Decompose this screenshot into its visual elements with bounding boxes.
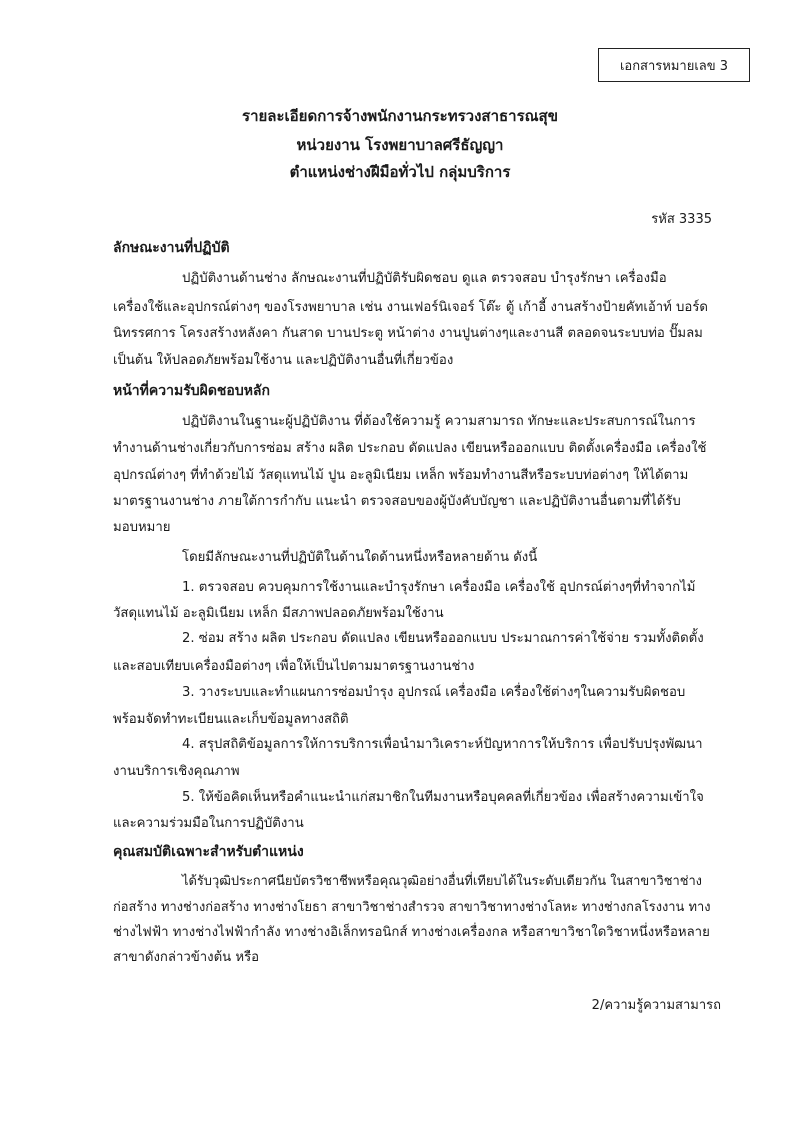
list-item-3-line-1: 3. วางระบบและทำแผนการซ่อมบำรุง อุปกรณ์ เครื่องมือ เครื่องใช้ต่างๆในความรับผิดชอบ bbox=[182, 685, 686, 700]
list-item-2-line-1: 2. ซ่อม สร้าง ผลิต ประกอบ ดัดแปลง เขียนหรือออกแบบ ประมาณการค่าใช้จ่าย รวมทั้งติดตั้ง bbox=[182, 631, 704, 646]
document-number-box: เอกสารหมายเลข 3 bbox=[598, 48, 750, 82]
section-heading-qualifications: คุณสมบัติเฉพาะสำหรับตำแหน่ง bbox=[113, 844, 304, 860]
paragraph-line: เครื่องใช้และอุปกรณ์ต่างๆ ของโรงพยาบาล เช่น งานเฟอร์นิเจอร์ โต๊ะ ตู้ เก้าอี้ งานสร้างป้ายคัทเอ้าท์ บอร์ด bbox=[113, 300, 708, 315]
paragraph-line: เป็นต้น ให้ปลอดภัยพร้อมใช้งาน และปฏิบัติงานอื่นที่เกี่ยวข้อง bbox=[113, 353, 454, 368]
paragraph-line: ทำงานด้านช่างเกี่ยวกับการซ่อม สร้าง ผลิต ประกอบ ดัดแปลง เขียนหรือออกแบบ ติดตั้งเครื่องมือ เครื่องใช้ bbox=[113, 441, 707, 456]
paragraph-line: ปฏิบัติงานในฐานะผู้ปฏิบัติงาน ที่ต้องใช้ความรู้ ความสามารถ ทักษะและประสบการณ์ในการ bbox=[182, 414, 696, 429]
paragraph-line: มาตรฐานงานช่าง ภายใต้การกำกับ แนะนำ ตรวจสอบของผู้บังคับบัญชา และปฏิบัติงานอื่นตามที่ได้รับ bbox=[113, 494, 681, 509]
paragraph-line: ได้รับวุฒิประกาศนียบัตรวิชาชีพหรือคุณวุฒิอย่างอื่นที่เทียบได้ในระดับเดียวกัน ในสาขาวิชาช่าง bbox=[182, 874, 702, 889]
list-item-4-line-2: งานบริการเชิงคุณภาพ bbox=[113, 764, 240, 779]
paragraph-line: มอบหมาย bbox=[113, 520, 171, 535]
continuation-note: 2/ความรู้ความสามารถ bbox=[591, 998, 721, 1013]
list-item-1-line-1: 1. ตรวจสอบ ควบคุมการใช้งานและบำรุงรักษา เครื่องมือ เครื่องใช้ อุปกรณ์ต่างๆที่ทำจากไม้ bbox=[182, 580, 696, 595]
section-heading-responsibilities: หน้าที่ความรับผิดชอบหลัก bbox=[113, 383, 270, 399]
list-item-5-line-2: และความร่วมมือในการปฏิบัติงาน bbox=[113, 816, 304, 831]
position-code: รหัส 3335 bbox=[651, 212, 712, 227]
paragraph-line: ปฏิบัติงานด้านช่าง ลักษณะงานที่ปฏิบัติรับผิดชอบ ดูแล ตรวจสอบ บำรุงรักษา เครื่องมือ bbox=[182, 271, 667, 286]
title-line-1: รายละเอียดการจ้างพนักงานกระทรวงสาธารณสุข bbox=[242, 107, 558, 125]
list-intro: โดยมีลักษณะงานที่ปฏิบัติในด้านใดด้านหนึ่งหรือหลายด้าน ดังนี้ bbox=[182, 550, 538, 565]
list-item-4-line-1: 4. สรุปสถิติข้อมูลการให้การบริการเพื่อนำมาวิเคราะห์ปัญหาการให้บริการ เพื่อปรับปรุงพัฒนา bbox=[182, 737, 703, 752]
paragraph-line: อุปกรณ์ต่างๆ ที่ทำด้วยไม้ วัสดุแทนไม้ ปูน อะลูมิเนียม เหล็ก พร้อมทำงานสีหรือระบบท่อต่างๆ ให้ได้ตาม bbox=[113, 468, 689, 483]
list-item-1-line-2: วัสดุแทนไม้ อะลูมิเนียม เหล็ก มีสภาพปลอดภัยพร้อมใช้งาน bbox=[113, 606, 444, 621]
list-item-2-line-2: และสอบเทียบเครื่องมือต่างๆ เพื่อให้เป็นไปตามมาตรฐานงานช่าง bbox=[113, 659, 475, 674]
paragraph-line: ก่อสร้าง ทางช่างก่อสร้าง ทางช่างโยธา สาขาวิชาช่างสำรวจ สาขาวิชาทางช่างโลหะ ทางช่างกลโรงงาน ทาง bbox=[113, 900, 711, 915]
paragraph-line: ช่างไฟฟ้า ทางช่างไฟฟ้ากำลัง ทางช่างอิเล็กทรอนิกส์ ทางช่างเครื่องกล หรือสาขาวิชาใดวิชาหนึ่งหรือหลาย bbox=[113, 925, 710, 940]
paragraph-line: นิทรรศการ โครงสร้างหลังคา กันสาด บานประตู หน้าต่าง งานปูนต่างๆและงานสี ตลอดจนระบบท่อ ปั๊มลม bbox=[113, 326, 703, 341]
section-heading-job-description: ลักษณะงานที่ปฏิบัติ bbox=[113, 240, 230, 256]
list-item-5-line-1: 5. ให้ข้อคิดเห็นหรือคำแนะนำแก่สมาชิกในทีมงานหรือบุคคลที่เกี่ยวข้อง เพื่อสร้างความเข้าใจ bbox=[182, 790, 704, 805]
paragraph-line: สาขาดังกล่าวข้างต้น หรือ bbox=[113, 950, 260, 965]
title-line-3: ตำแหน่งช่างฝีมือทั่วไป กลุ่มบริการ bbox=[289, 163, 511, 181]
title-line-2: หน่วยงาน โรงพยาบาลศรีธัญญา bbox=[296, 136, 504, 154]
list-item-3-line-2: พร้อมจัดทำทะเบียนและเก็บข้อมูลทางสถิติ bbox=[113, 712, 349, 727]
